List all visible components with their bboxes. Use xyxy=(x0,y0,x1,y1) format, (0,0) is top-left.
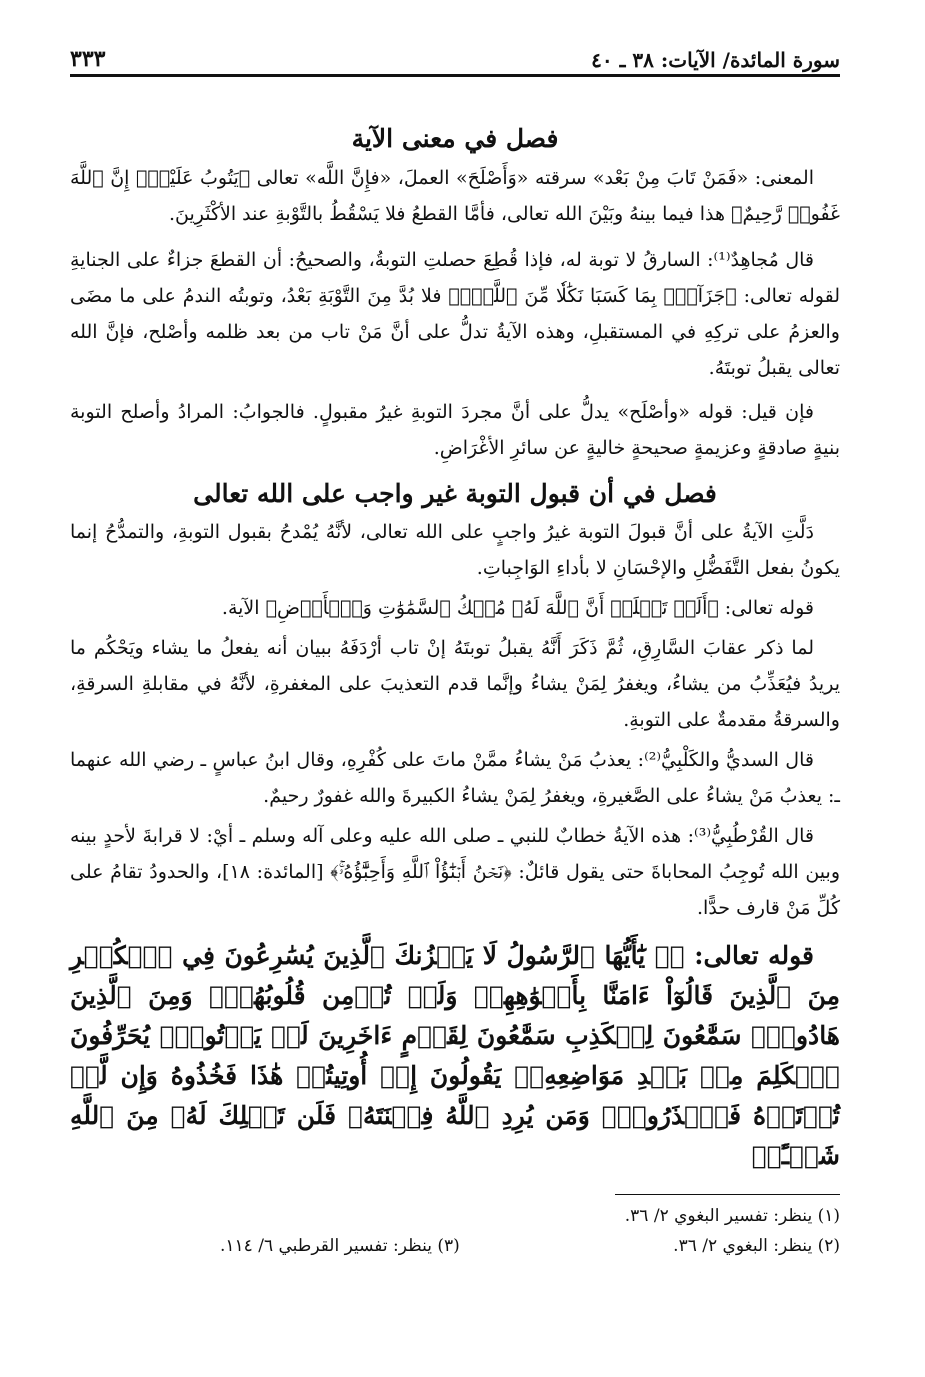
section-title-meaning: فصل في معنى الآية xyxy=(351,124,559,153)
paragraph-meaning: المعنى: «فَمَنْ تَابَ مِنْ بَعْد» سرقته «وَأَصْلَحَ» العملَ، «فإِنَّ اللَّه» تعالى ﴿يَتُوبُ عَلَيْهِۗ إِنَّ ٱللَّهَ غَفُورٞ رَّحِيمٌ﴾ هذا فيما بينهُ وبَيْنَ الله تعالى، فأمَّا القطعُ فلا يَسْقُطُ بالتَّوْبةِ عند الأكْثَرِينَ. xyxy=(70,166,840,225)
footnote-1: (١) ينظر: تفسير البغوي ٢/ ٣٦. xyxy=(624,1206,840,1226)
page-number: ٣٣٣ xyxy=(70,46,106,72)
paragraph-suddi: قال السديُّ والكَلْبِيُّ⁽²⁾: يعذبُ مَنْ يشاءُ ممَّنْ ماتَ على كُفْرِهِ، وقال ابنُ عباسٍ ـ رضي الله عنهما ـ: يعذبُ مَنْ يشاءُ على الصَّغيرةِ، ويغفرُ لِمَنْ يشاءُ الكبيرةَ والله غفورٌ رحيمٌ. xyxy=(70,749,840,807)
running-header xyxy=(70,38,840,77)
footnotes xyxy=(70,1194,840,1261)
section-title-repentance: فصل في أن قبول التوبة غير واجب على الله تعالى xyxy=(193,478,717,508)
footnote-divider xyxy=(615,1194,840,1195)
paragraph-qurtubi: قال القُرْطُبِيُّ⁽³⁾: هذه الآيةُ خطابٌ للنبي ـ صلى الله عليه وعلى آله وسلم ـ أيْ: لا قرابةَ لأحدٍ بينه وبين الله تُوجِبُ المحاباةَ حتى يقول قائلٌ: ﴿نَحۡنُ أَبۡنَٰٓؤُاْ ٱللَّهِ وَأَحِبَّٰٓؤُهُۥۚ﴾ [المائدة: ١٨]، والحدودُ تقامُ على كُلِّ مَنْ قارف حدًّا. xyxy=(70,825,840,919)
paragraph-verse-quote: قوله تعالى: ﴿أَلَمۡ تَعۡلَمۡ أَنَّ ٱللَّهَ لَهُۥ مُلۡكُ ٱلسَّمَٰوَٰتِ وَٱلۡأَرۡضِ﴾ الآية. xyxy=(221,597,814,619)
footnote-row-1 xyxy=(70,1201,840,1231)
paragraph-mujahid: قال مُجاهِدٌ⁽¹⁾: السارقُ لا توبة له، فإذا قُطِعَ حصلتِ التوبةُ، والصحيحُ: أن القطعَ جزاءٌ على الجنايةِ لقوله تعالى: ﴿جَزَآءَۢ بِمَا كَسَبَا نَكَٰلٗا مِّنَ ٱللَّهِۗ﴾ فلا بُدَّ مِنَ التَّوْبَةِ بَعْدُ، وتوبتُه الندمُ على ما مضَى والعزمُ على تركِهِ في المستقبلِ، وهذه الآيةُ تدلُّ على أنَّ مَنْ تاب من بعد ظلمه وأصْلح، فإنَّ الله تعالى يقبلُ توبتَهُ. xyxy=(70,248,840,379)
footnote-3: (٣) ينظر: تفسير القرطبي ٦/ ١١٤. xyxy=(220,1236,460,1256)
surah-label: سورة المائدة/ الآيات: ٣٨ ـ ٤٠ xyxy=(591,48,840,72)
paragraph-verse-indicates: دَلَّتِ الآيةُ على أنَّ قبولَ التوبة غيرُ واجبٍ على الله تعالى، لأنَّهُ يُمْدحُ بقبول التوبةِ، والتمدُّحُ إنما يكونُ بفعل التَّفَضُّلِ والإحْسَانِ لا بأداءِ الوَاجِباتِ. xyxy=(70,521,840,579)
paragraph-thief-punishment: لما ذكر عقابَ السَّارِقِ، ثُمَّ ذَكَرَ أَنَّهُ يقبلُ توبتَهُ إنْ تاب أرْدَفَهُ ببيان أنه يفعلُ ما يشاء ويَحْكُم ما يريدُ فيُعَذِّبُ من يشاءُ، ويغفرُ لِمَنْ يشاءُ وإنَّما قدم التعذيبَ على المغفرةِ، لأنَّهُ في مقابلةِ السرقةِ، والسرقةُ مقدمةٌ على التوبةِ. xyxy=(70,637,840,731)
quran-verse-block: قوله تعالى: ﴿۞ يَٰٓأَيُّهَا ٱلرَّسُولُ لَا يَحۡزُنكَ ٱلَّذِينَ يُسَٰرِعُونَ فِي ٱلۡكُفۡرِ مِنَ ٱلَّذِينَ قَالُوٓاْ ءَامَنَّا بِأَفۡوَٰهِهِمۡ وَلَمۡ تُؤۡمِن قُلُوبُهُمۡۛ وَمِنَ ٱلَّذِينَ هَادُواْۛ سَمَّٰعُونَ لِلۡكَذِبِ سَمَّٰعُونَ لِقَوۡمٍ ءَاخَرِينَ لَمۡ يَأۡتُوكَۖ يُحَرِّفُونَ ٱلۡكَلِمَ مِنۢ بَعۡدِ مَوَاضِعِهِۦۖ يَقُولُونَ إِنۡ أُوتِيتُمۡ هَٰذَا فَخُذُوهُ وَإِن لَّمۡ تُؤۡتَوۡهُ فَٱحۡذَرُواْۚ وَمَن يُرِدِ ٱللَّهُ فِتۡنَتَهُۥ فَلَن تَمۡلِكَ لَهُۥ مِنَ ٱللَّهِ شَيۡـًٔاۚ xyxy=(70,941,840,1170)
document-page xyxy=(70,38,840,1261)
paragraph-objection: فإن قيل: قوله «وأصْلَح» يدلُّ على أنَّ مجردَ التوبةِ غيرُ مقبولٍ. فالجوابُ: المرادُ وأصلح التوبة بنيةٍ صادقةٍ وعزيمةٍ صحيحةٍ خاليةٍ عن سائرِ الأغْرَاضِ. xyxy=(70,400,840,459)
footnote-2: (٢) ينظر: البغوي ٢/ ٣٦. xyxy=(673,1236,840,1256)
footnote-row-2 xyxy=(70,1231,840,1261)
